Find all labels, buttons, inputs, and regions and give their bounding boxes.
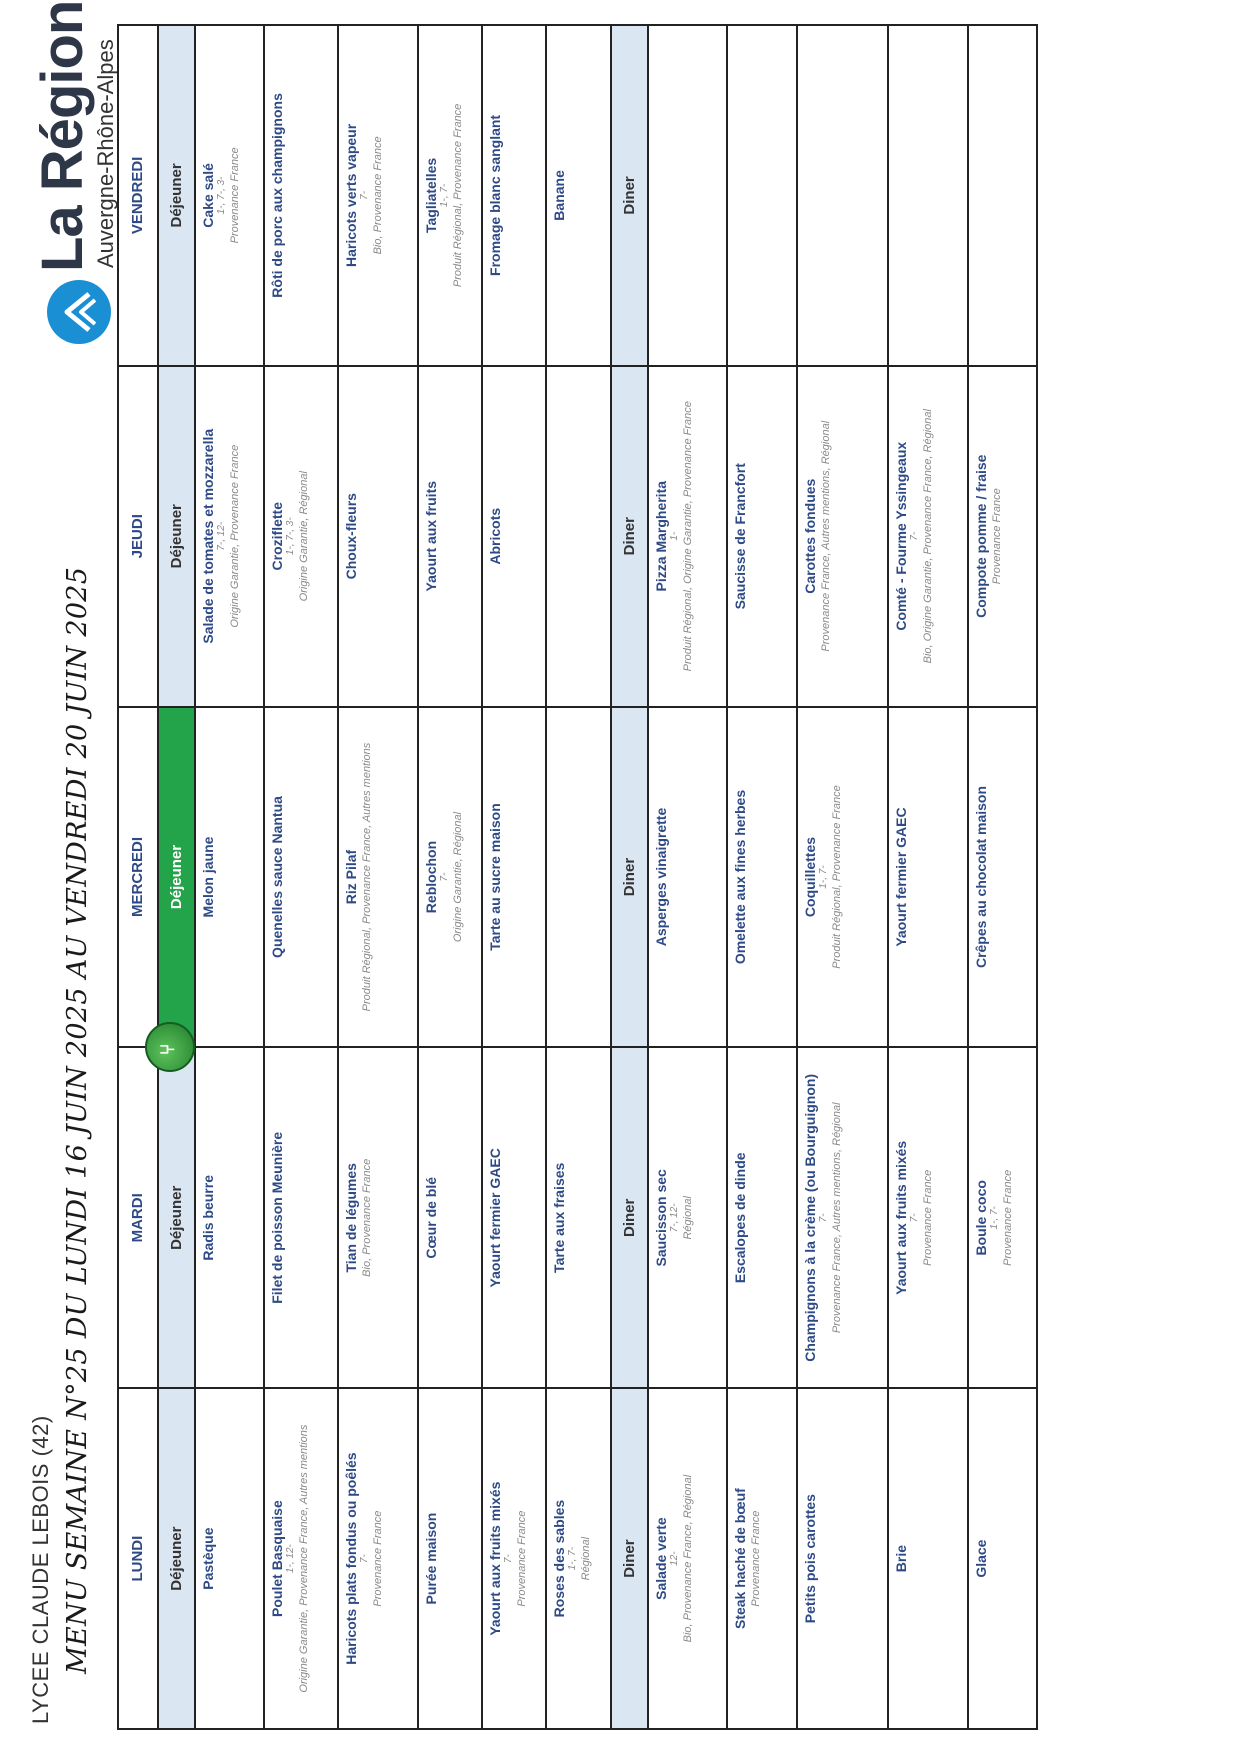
lunch-dish-mardi [418,1047,482,1388]
lunch-dish-lundi [482,1388,546,1729]
dish-name: Radis beurre [199,1175,216,1261]
lunch-dish-mercredi [418,707,482,1048]
dish-name: Rôti de porc aux champignons [269,93,286,298]
lunch-header-mercredi [156,707,195,1056]
dinner-dish-jeudi [888,366,967,707]
dinner-empty-vendredi [968,25,1037,366]
lunch-dish-jeudi [338,366,417,707]
lunch-row [264,25,338,1729]
lunch-dish-mardi [195,1047,264,1388]
dinner-header-mardi: Diner [611,1047,648,1388]
school-name: LYCEE CLAUDE LEBOIS (42) [28,1415,53,1724]
dish-name: Comté - Fourme Yssingeaux [893,441,910,631]
dish-name: Yaourt fermier GAEC [487,1148,504,1288]
page-title: MENU SEMAINE N°25 DU LUNDI 16 JUIN 2025 AU VENDREDI 20 JUIN 2025 [62,566,93,1674]
dish-origin: Produit Régional, Provenance France [451,103,464,288]
dish-name: Haricots verts vapeur [343,123,360,267]
dish-allergen-codes: 1-, 7- [988,1206,1000,1230]
dish-origin: Provenance France [990,488,1003,585]
dinner-row [648,25,727,1729]
dinner-header-row [611,25,648,1729]
dish-allergen-codes: 1-, 12- [285,1544,297,1574]
lunch-dish-mardi [338,1047,417,1388]
lunch-dish-mercredi [264,707,338,1048]
dish-allergen-codes: 7- [817,1213,829,1223]
dish-name: Yaourt aux fruits [422,480,439,592]
dinner-empty-vendredi [648,25,727,366]
dinner-dish-jeudi [797,366,889,707]
dish-origin: Origine Garantie, Provenance France [228,444,241,628]
dish-name: Champignons à la crème (ou Bourguignon) [801,1073,818,1362]
dish-allergen-codes: 12- [669,1551,681,1566]
dish-allergen-codes: 1-, 7- [817,865,829,889]
dish-allergen-codes: 7-, 12- [669,1203,681,1233]
dish-origin: Bio, Origine Garantie, Provenance France, Régional [922,409,935,664]
lunch-dish-vendredi [195,25,264,366]
lunch-dish-vendredi [546,25,610,366]
dish-name: Choux-fleurs [343,493,360,580]
dish-origin: Provenance France [1001,1169,1014,1266]
dish-allergen-codes: 1-, 7- [438,183,450,208]
dish-name: Omelette aux fines herbes [732,789,749,965]
dish-name: Abricots [487,507,504,565]
dish-origin: Bio, Provenance France [372,136,385,255]
dinner-dish-mardi [888,1047,967,1388]
dinner-dish-mercredi [727,707,796,1048]
dish-allergen-codes: 7- [438,872,450,882]
dish-name: Saucisse de Francfort [732,463,749,610]
lunch-header-mardi: Déjeuner [158,1047,195,1388]
dinner-dish-jeudi [727,366,796,707]
dish-name: Yaourt fermier GAEC [893,807,910,947]
dish-name: Poulet Basquaise [269,1500,286,1617]
dish-name: Tarte au sucre maison [487,803,504,951]
lunch-dish-mercredi [338,707,417,1048]
dinner-dish-lundi [888,1388,967,1729]
dish-name: Salade de tomates et mozzarella [199,428,216,644]
dish-name: Coquillettes [801,836,818,918]
dish-origin: Provenance France [922,1169,935,1266]
dinner-dish-mardi [968,1047,1037,1388]
dinner-header-vendredi: Diner [611,25,648,366]
dish-name: Croziflette [269,501,286,571]
dinner-dish-mercredi [968,707,1037,1048]
dish-origin: Produit Régional, Origine Garantie, Provenance France [682,401,695,672]
lunch-dish-mardi [264,1047,338,1388]
dish-name: Saucisson sec [653,1169,670,1267]
day-header-vendredi: VENDREDI [118,25,158,366]
dish-name: Crêpes au chocolat maison [972,785,989,969]
region-logo-subtitle: Auvergne-Rhône-Alpes [93,39,118,268]
dish-name: Compote pomme / fraise [972,454,989,618]
dinner-dish-lundi [968,1388,1037,1729]
dish-name: Carottes fondues [801,478,818,594]
region-logo [30,0,125,344]
lunch-dish-lundi [338,1388,417,1729]
dish-origin: Régional [682,1196,695,1240]
dish-name: Filet de poisson Meunière [269,1131,286,1304]
dish-name: Glace [972,1539,989,1578]
dish-origin: Origine Garantie, Provenance France, Autres mentions [298,1424,311,1693]
dinner-dish-mardi [727,1047,796,1388]
dinner-row [968,25,1037,1729]
dish-allergen-codes: 1-, 7- [567,1546,579,1571]
dish-name: Roses des sables [551,1499,568,1618]
dish-name: Escalopes de dinde [732,1152,749,1284]
lunch-header-lundi: Déjeuner [158,1388,195,1729]
dish-origin: Provenance France, Autres mentions, Régional [830,1102,843,1334]
lunch-row [418,25,482,1729]
lunch-dish-jeudi [264,366,338,707]
dish-origin: Provenance France [750,1510,763,1607]
dinner-header-lundi: Diner [611,1388,648,1729]
lunch-dish-lundi [546,1388,610,1729]
dinner-empty-vendredi [727,25,796,366]
lunch-dish-mercredi [482,707,546,1048]
day-header-mardi: MARDI [118,1047,158,1388]
dish-name: Boule coco [972,1180,989,1256]
dish-name: Pastèque [199,1527,216,1590]
dinner-row [727,25,796,1729]
lunch-row [546,25,610,1729]
region-logo-icon [47,280,111,344]
dinner-dish-mercredi [648,707,727,1048]
dinner-row [888,25,967,1729]
dish-origin: Origine Garantie, Régional [298,471,311,602]
dish-name: Riz Pilaf [343,849,360,905]
dish-origin: Bio, Provenance France, Régional [682,1474,695,1643]
day-header-jeudi: JEUDI [118,366,158,707]
leaf-fork-icon: ⑂ [145,1022,195,1072]
dish-origin: Produit Régional, Provenance France [830,785,843,969]
lunch-row [338,25,417,1729]
dish-name: Banane [551,170,568,221]
dish-allergen-codes: 1-, 7-, 3- [285,517,297,556]
lunch-header-jeudi: Déjeuner [158,366,195,707]
lunch-dish-vendredi [338,25,417,366]
dish-allergen-codes: 7- [909,531,921,541]
dish-origin: Provenance France, Autres mentions, Régional [819,420,832,652]
lunch-header-mercredi-label: Déjeuner [167,844,185,910]
dish-name: Steak haché de bœuf [732,1488,749,1630]
dish-name: Yaourt aux fruits mixés [487,1481,504,1636]
dish-origin: Régional [580,1536,593,1581]
lunch-row [482,25,546,1729]
day-header-mercredi: MERCREDI [118,707,158,1048]
dish-name: Cœur de blé [422,1176,439,1259]
dish-allergen-codes: 7- [503,1554,515,1564]
dish-name: Reblochon [422,840,439,914]
dish-name: Pizza Margherita [653,480,670,592]
dinner-row [797,25,889,1729]
lunch-dish-vendredi [418,25,482,366]
dinner-dish-mardi [648,1047,727,1388]
lunch-dish-mercredi [195,707,264,1048]
dinner-dish-mercredi [797,707,889,1048]
dinner-dish-lundi [648,1388,727,1729]
dish-name: Tagliatelles [422,157,439,234]
lunch-header-row [158,25,195,1729]
dinner-dish-lundi [797,1388,889,1729]
dish-name: Fromage blanc sanglant [487,114,504,276]
dish-origin: Provenance France [228,147,241,244]
lunch-row [195,25,264,1729]
dinner-header-mercredi: Diner [611,707,648,1048]
dish-name: Cake salé [199,163,216,228]
lunch-dish-jeudi [546,366,610,707]
dish-origin: Origine Garantie, Régional [451,811,464,943]
dish-name: Purée maison [422,1512,439,1605]
dish-name: Asperges vinaigrette [653,807,670,947]
dinner-dish-lundi [727,1388,796,1729]
dish-name: Quenelles sauce Nantua [269,796,286,958]
menu-table [117,24,1038,1730]
dish-name: Yaourt aux fruits mixés [893,1140,910,1295]
dish-origin: Provenance France [372,1510,385,1607]
dinner-dish-mardi [797,1047,889,1388]
day-header-lundi: LUNDI [118,1388,158,1729]
dish-name: Brie [893,1544,910,1573]
dinner-empty-vendredi [797,25,889,366]
lunch-dish-mardi [482,1047,546,1388]
region-logo-name: La Région [30,0,95,272]
dish-allergen-codes: 7- [909,1213,921,1223]
dish-name: Salade verte [653,1517,670,1600]
dish-name: Tian de légumes [343,1163,360,1273]
days-row [118,25,158,1729]
lunch-dish-mardi [546,1047,610,1388]
dish-name: Petits pois carottes [801,1494,818,1624]
dish-allergen-codes: 7-, 12- [215,521,227,551]
dinner-dish-mercredi [888,707,967,1048]
dinner-dish-jeudi [648,366,727,707]
lunch-header-vendredi: Déjeuner [158,25,195,366]
dish-origin: Produit Régional, Provenance France, Autres mentions [361,742,374,1012]
dish-allergen-codes: 7- [359,190,371,200]
lunch-dish-mercredi [546,707,610,1048]
lunch-dish-vendredi [264,25,338,366]
dinner-empty-vendredi [888,25,967,366]
lunch-dish-lundi [264,1388,338,1729]
dinner-dish-jeudi [968,366,1037,707]
lunch-dish-jeudi [482,366,546,707]
lunch-dish-vendredi [482,25,546,366]
dish-name: Melon jaune [199,836,216,918]
dinner-header-jeudi: Diner [611,366,648,707]
dish-name: Haricots plats fondus ou poêlés [343,1452,360,1665]
dish-allergen-codes: 1- [669,531,681,541]
dish-allergen-codes: 1-, 7-, 3- [215,176,227,215]
dish-allergen-codes: 7- [359,1554,371,1564]
lunch-dish-jeudi [418,366,482,707]
dish-origin: Bio, Provenance France [361,1158,374,1277]
lunch-dish-lundi [195,1388,264,1729]
lunch-dish-jeudi [195,366,264,707]
lunch-dish-lundi [418,1388,482,1729]
dish-name: Tarte aux fraises [551,1162,568,1273]
dish-origin: Provenance France [516,1510,529,1607]
